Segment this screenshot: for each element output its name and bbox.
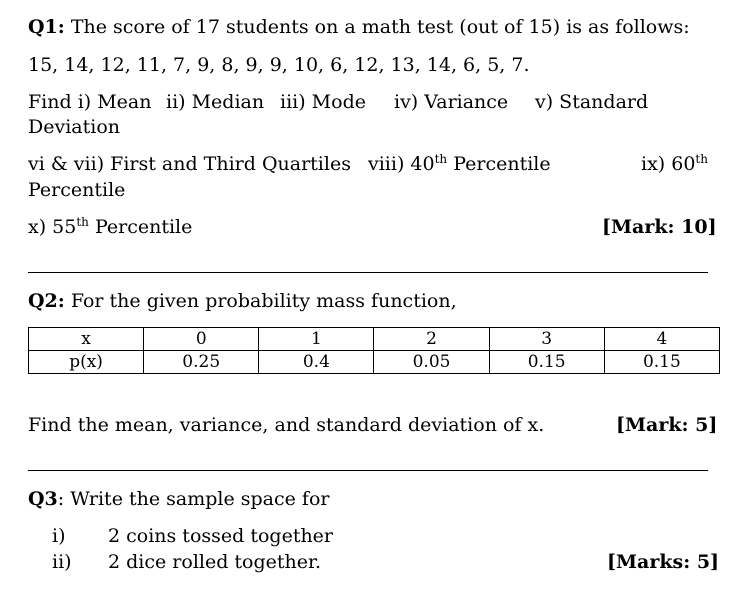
q1-find-mode: iii) Mode — [280, 91, 366, 113]
q1-40th-percentile — [368, 152, 551, 176]
pmf-value-cell: 0.15 — [489, 351, 604, 374]
q1-scores: 15, 14, 12, 11, 7, 9, 8, 9, 9, 10, 6, 12, 13, 14, 6, 5, 7. — [28, 54, 530, 76]
q3-item-2-number: ii) — [52, 551, 72, 573]
pmf-header-cell: x — [29, 328, 144, 351]
q1-55th-percentile — [28, 215, 192, 239]
q1-viii-text: viii) 40 — [368, 153, 435, 175]
q1-mark: [Mark: 10] — [602, 216, 717, 238]
pmf-value-cell: 0.25 — [144, 351, 259, 374]
q3-item-1-text: 2 coins tossed together — [108, 525, 334, 547]
pmf-header-cell: 0 — [144, 328, 259, 351]
q1-prompt: The score of 17 students on a math test (out of 15) is as follows: — [64, 16, 690, 38]
q3-prompt: : Write the sample space for — [57, 488, 330, 510]
pmf-value-cell: p(x) — [29, 351, 144, 374]
q1-quartiles: vi & vii) First and Third Quartiles — [28, 153, 351, 175]
q3-heading — [28, 487, 329, 511]
q3-mark: [Marks: 5] — [607, 551, 720, 573]
q1-viii-post: Percentile — [447, 153, 551, 175]
q2-prompt: For the given probability mass function, — [64, 290, 457, 312]
pmf-header-cell: 1 — [259, 328, 374, 351]
pmf-header-cell: 4 — [604, 328, 719, 351]
q3-item-2-text: 2 dice rolled together. — [108, 551, 322, 573]
q1-ix-text: ix) 60 — [641, 153, 696, 175]
q1-x-text: x) 55 — [28, 216, 77, 238]
q1-heading — [28, 15, 690, 39]
q1-label: Q1: — [28, 16, 65, 38]
pmf-value-row — [29, 351, 720, 374]
pmf-value-cell: 0.15 — [604, 351, 719, 374]
pmf-value-cell: 0.05 — [374, 351, 489, 374]
q1-find-median: ii) Median — [166, 91, 265, 113]
q1-ix-sup: th — [695, 152, 708, 166]
q1-viii-sup: th — [434, 152, 448, 166]
q2-heading — [28, 289, 457, 313]
pmf-table — [28, 327, 720, 374]
q1-find-mean: Find i) Mean — [28, 91, 152, 113]
q1-percentile: Percentile — [28, 179, 126, 201]
q2-question: Find the mean, variance, and standard deviation of x. — [28, 414, 545, 436]
pmf-header-cell: 3 — [489, 328, 604, 351]
pmf-header-cell: 2 — [374, 328, 489, 351]
divider-1 — [28, 272, 708, 273]
q1-60th-percentile — [641, 152, 708, 176]
q1-find-std: v) Standard — [535, 91, 649, 113]
pmf-value-cell: 0.4 — [259, 351, 374, 374]
pmf-header-row — [29, 328, 720, 351]
q1-x-sup: th — [76, 215, 89, 229]
q2-label: Q2: — [28, 290, 65, 312]
divider-2 — [28, 470, 708, 471]
q3-label: Q3 — [28, 488, 58, 510]
q3-item-1-number: i) — [52, 525, 66, 547]
q1-deviation: Deviation — [28, 116, 121, 138]
q1-x-post: Percentile — [88, 216, 193, 238]
q2-mark: [Mark: 5] — [616, 414, 718, 436]
q1-find-variance: iv) Variance — [394, 91, 509, 113]
